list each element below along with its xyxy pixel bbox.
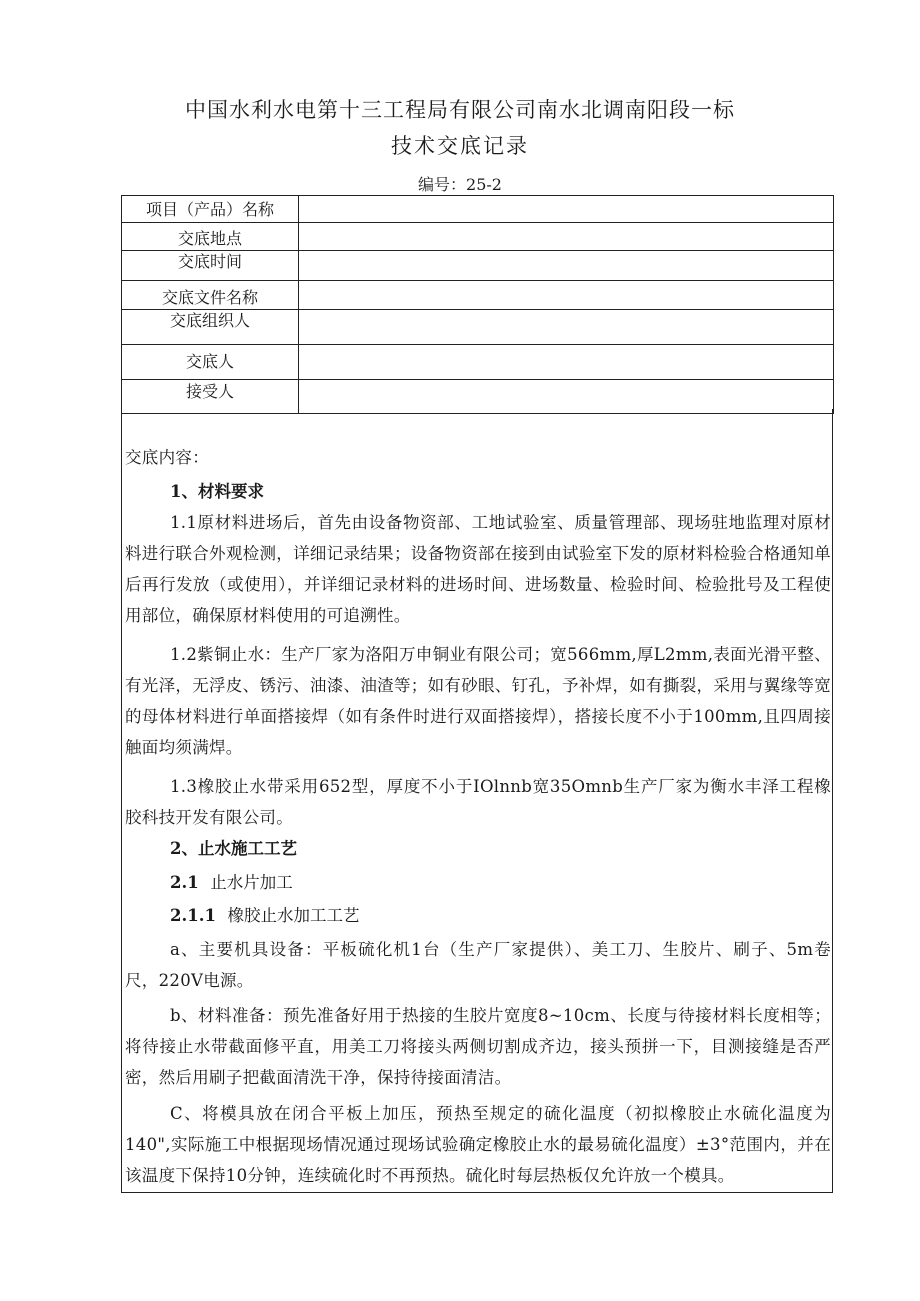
project-name-label: 项目（产品）名称: [122, 196, 299, 223]
paragraph-1-1: 1.1原材料进场后，首先由设备物资部、工地试验室、质量管理部、现场驻地监理对原材料进行联合外观检测，详细记录结果；设备物资部在接到由试验室下发的原材料检验合格通知单后再行发放（或使用），并详细记录材料的进场时间、进场数量、检验时间、检验批号及工程使用部位，确保原材料使用的可追溯性。: [125, 513, 831, 625]
time-value[interactable]: [299, 251, 834, 281]
organizer-value[interactable]: [299, 310, 834, 345]
location-label: 交底地点: [122, 223, 299, 251]
document-subtitle: 技术交底记录: [391, 134, 529, 158]
section-1-heading: 1、材料要求: [170, 482, 264, 501]
form-row-presenter: [122, 345, 834, 380]
document-title: 中国水利水电第十三工程局有限公司南水北调南阳段一标: [185, 98, 735, 122]
receiver-label: 接受人: [122, 380, 299, 414]
document-number: 编号：25-2: [418, 175, 502, 194]
briefing-content-box: [121, 409, 833, 1193]
section-2-1-number: 2.1: [170, 873, 199, 892]
paragraph-b: b、材料准备：预先准备好用于热接的生胶片宽度8~10cm、长度与待接材料长度相等；将待接止水带截面修平直，用美工刀将接头两侧切割成齐边，接头预拼一下，目测接缝是否严密，然后用刷子把截面清洗干净，保持待接面清洁。: [125, 1006, 831, 1087]
content-label: 交底内容：: [125, 448, 209, 467]
presenter-label: 交底人: [122, 345, 299, 380]
section-2-heading: 2、止水施工工艺: [170, 839, 297, 858]
form-row-project-name: [122, 196, 834, 223]
project-name-value[interactable]: [299, 196, 834, 223]
section-2-1-text: 止水片加工: [210, 873, 293, 892]
paragraph-c: C、将模具放在闭合平板上加压，预热至规定的硫化温度（初拟橡胶止水硫化温度为140",实际施工中根据现场情况通过现场试验确定橡胶止水的最易硫化温度）±3°范围内，并在该温度下保持10分钟，连续硫化时不再预热。硫化时每层热板仅允许放一个模具。: [125, 1104, 831, 1185]
form-row-organizer: [122, 310, 834, 345]
section-2-1-heading: [170, 867, 293, 898]
time-label: 交底时间: [122, 251, 299, 281]
form-row-location: [122, 223, 834, 251]
organizer-label: 交底组织人: [122, 310, 299, 345]
file-name-value[interactable]: [299, 281, 834, 310]
section-2-1-1-heading: [170, 900, 359, 931]
section-2-1-1-number: 2.1.1: [170, 906, 216, 925]
form-row-file-name: [122, 281, 834, 310]
paragraph-1-2: 1.2紫铜止水：生产厂家为洛阳万申铜业有限公司；宽566mm,厚L2mm,表面光滑平整、有光泽，无浮皮、锈污、油漆、油渣等；如有砂眼、钉孔，予补焊，如有撕裂，采用与翼缘等宽的母体材料进行单面搭接焊（如有条件时进行双面搭接焊），搭接长度不小于100mm,且四周接触面均须满焊。: [125, 645, 831, 757]
paragraph-a: a、主要机具设备：平板硫化机1台（生产厂家提供）、美工刀、生胶片、刷子、5m卷尺，220V电源。: [125, 940, 831, 990]
section-2-1-1-text: 橡胶止水加工工艺: [227, 906, 360, 925]
file-name-label: 交底文件名称: [122, 281, 299, 310]
record-form-table: [121, 195, 834, 414]
presenter-value[interactable]: [299, 345, 834, 380]
form-row-time: [122, 251, 834, 281]
location-value[interactable]: [299, 223, 834, 251]
paragraph-1-3: 1.3橡胶止水带采用652型，厚度不小于IOlnnb宽35Omnb生产厂家为衡水丰泽工程橡胶科技开发有限公司。: [125, 777, 831, 827]
